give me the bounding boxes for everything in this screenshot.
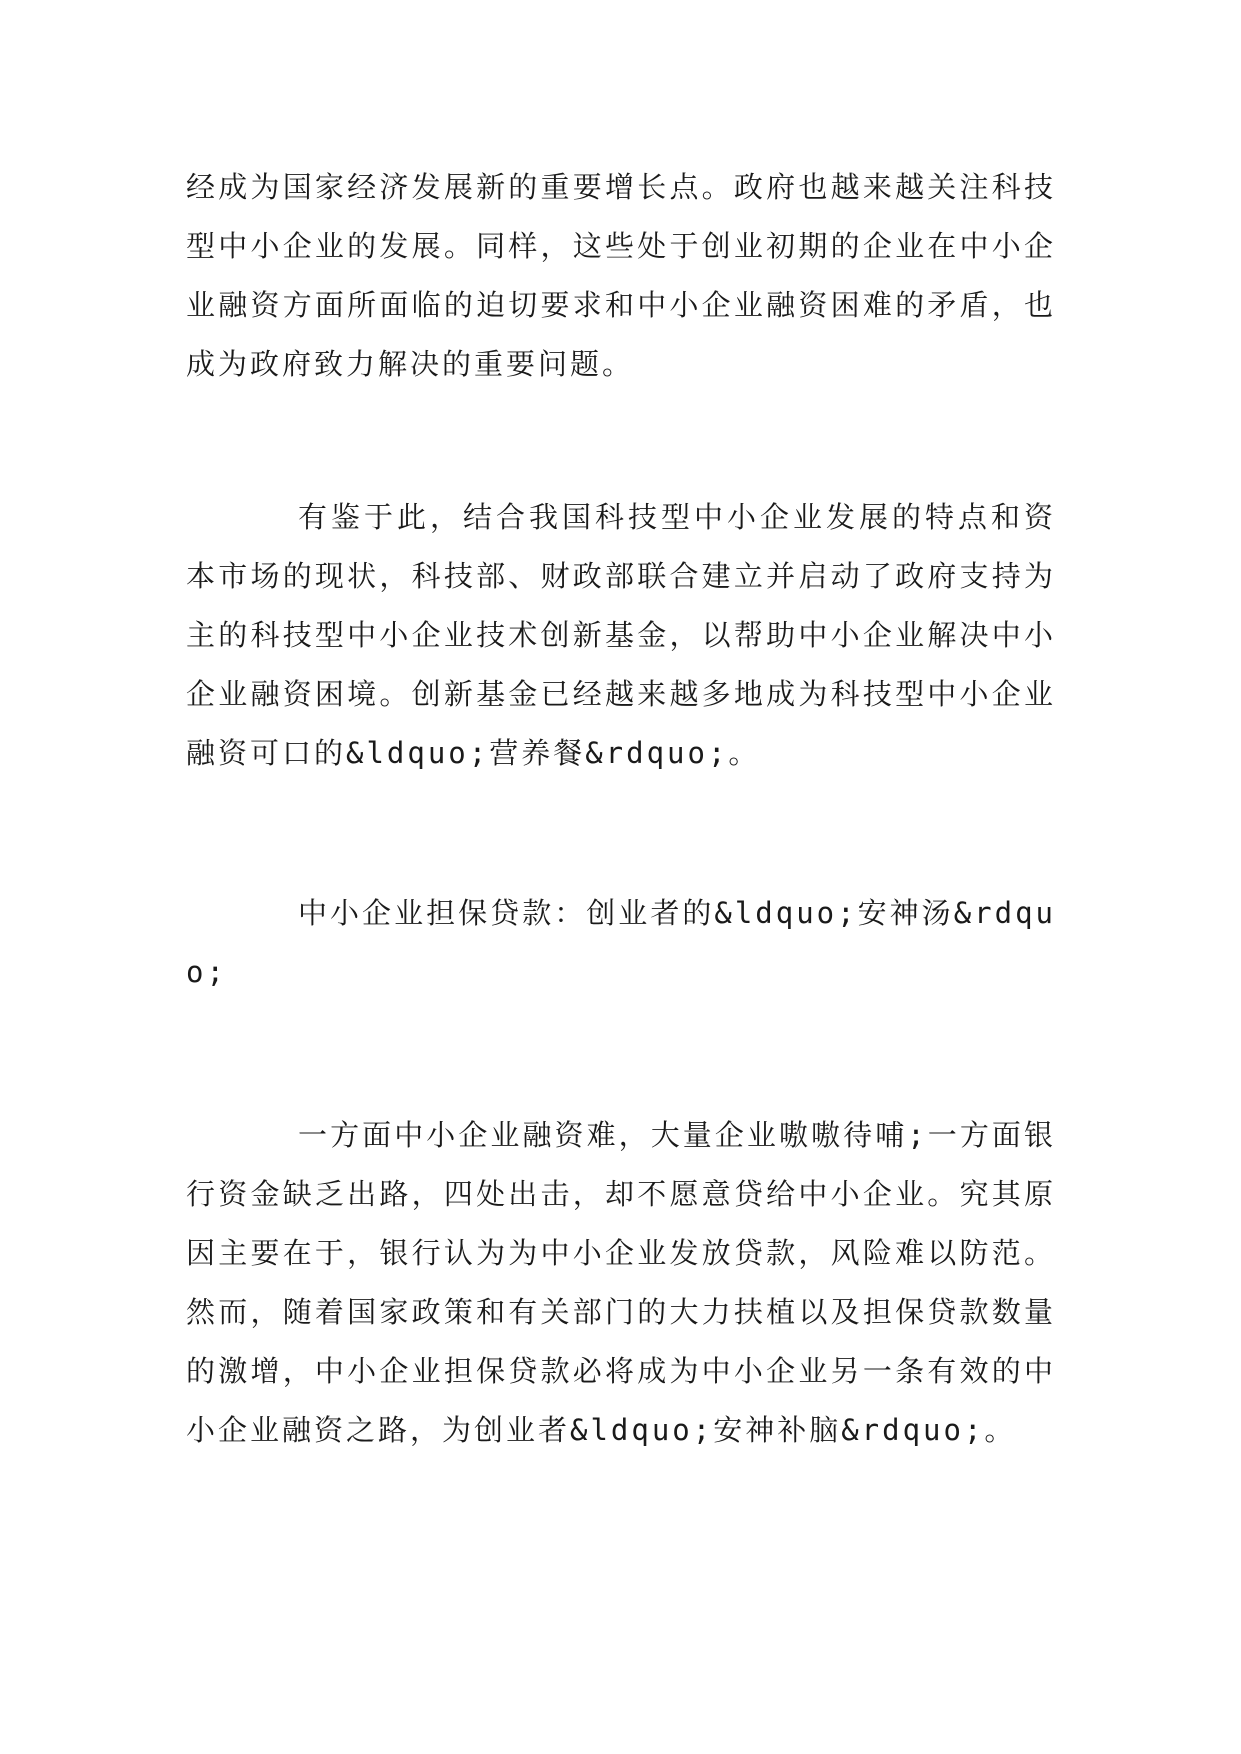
document-body [186, 158, 1056, 1460]
paragraph-innovation-fund: 有鉴于此，结合我国科技型中小企业发展的特点和资本市场的现状，科技部、财政部联合建立并启动了政府支持为主的科技型中小企业技术创新基金，以帮助中小企业解决中小企业融资困境。创新基金已经越来越多地成为科技型中小企业融资可口的&ldquo;营养餐&rdquo;。 [186, 500, 1056, 770]
section-heading-guarantee-loan: 中小企业担保贷款：创业者的&ldquo;安神汤&rdquo; [186, 896, 1056, 989]
paragraph-guarantee-loan: 一方面中小企业融资难，大量企业嗷嗷待哺;一方面银行资金缺乏出路，四处出击，却不愿意贷给中小企业。究其原因主要在于，银行认为为中小企业发放贷款，风险难以防范。然而，随着国家政策和有关部门的大力扶植以及担保贷款数量的激增，中小企业担保贷款必将成为中小企业另一条有效的中小企业融资之路，为创业者&ldquo;安神补脑&rdquo;。 [186, 1118, 1056, 1447]
paragraph-continuation: 经成为国家经济发展新的重要增长点。政府也越来越关注科技型中小企业的发展。同样，这些处于创业初期的企业在中小企业融资方面所面临的迫切要求和中小企业融资困难的矛盾，也成为政府致力解决的重要问题。 [186, 170, 1056, 381]
